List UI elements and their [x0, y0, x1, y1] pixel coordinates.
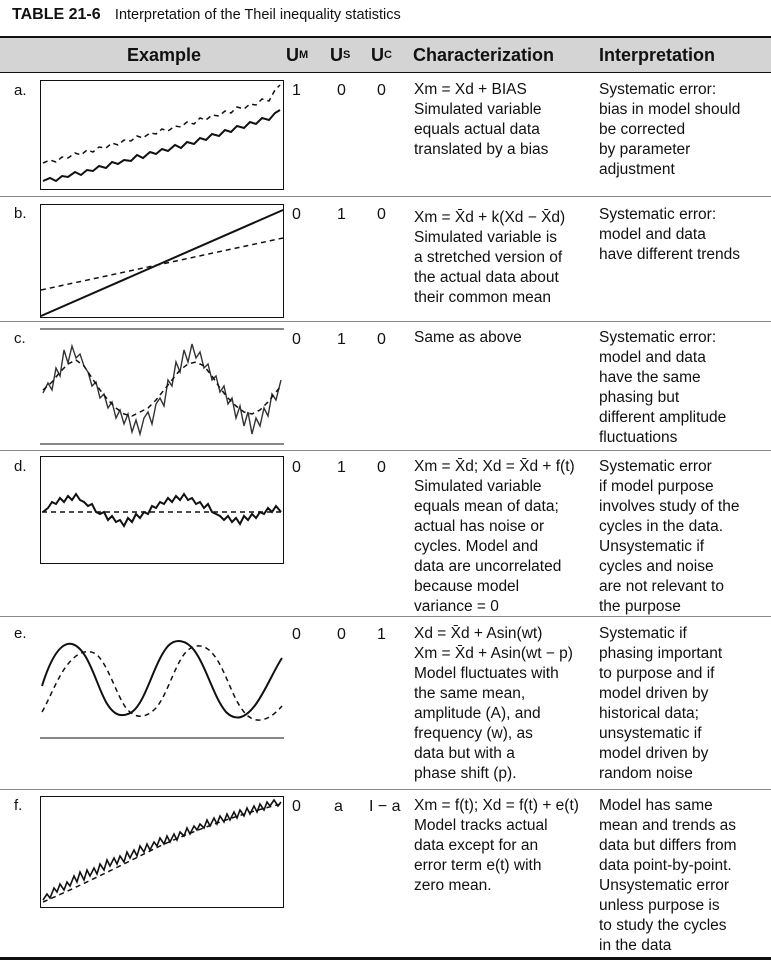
row-e-interpretation: Systematic if phasing important to purpose and if model driven by historical data; unsystematic if model driven by random noise	[599, 625, 723, 782]
row-f-us: a	[334, 798, 343, 815]
row-f-label: f.	[14, 797, 23, 814]
row-f-data-line	[43, 800, 281, 900]
row-b-uc: 0	[377, 206, 386, 223]
row-d-data-line	[43, 494, 281, 526]
row-b-plot	[40, 204, 284, 318]
row-f-characterization: Xm = f(t); Xd = f(t) + e(t) Model tracks actual data except for an error term e(t) with zero mean.	[414, 797, 579, 894]
row-c-separator	[0, 450, 771, 451]
row-c-us: 1	[337, 331, 346, 348]
row-b-um: 0	[292, 206, 301, 223]
row-d-uc: 0	[377, 459, 386, 476]
header-um: $U^M$	[286, 45, 309, 65]
header-characterization: Characterization	[413, 45, 555, 65]
row-c-characterization: Same as above	[414, 329, 522, 346]
table-caption	[12, 6, 401, 24]
row-d-label: d.	[14, 458, 27, 475]
table-title: Interpretation of the Theil inequality statistics	[114, 7, 401, 23]
row-c-uc: 0	[377, 331, 386, 348]
table-number: TABLE 21-6	[12, 6, 101, 23]
row-c-um: 0	[292, 331, 301, 348]
row-a-model-line	[43, 110, 280, 181]
bottom-rule	[0, 957, 771, 960]
row-c-model-line	[43, 344, 281, 434]
row-e-um: 0	[292, 626, 301, 643]
row-a-us: 0	[337, 82, 346, 99]
row-a-separator	[0, 196, 771, 197]
row-e-label: e.	[14, 625, 27, 642]
row-e-plot	[40, 624, 284, 740]
header-us: $U^S$	[330, 45, 351, 65]
row-d-separator	[0, 616, 771, 617]
row-f-interpretation: Model has same mean and trends as data but differs from data point-by-point. Unsystematic error unless purpose is to study the cycles in the data	[599, 797, 737, 954]
row-f-plot	[40, 796, 284, 908]
row-d-interpretation: Systematic error if model purpose involves study of the cycles in the data. Unsystematic if cycles and noise are not relevant to the purpose	[599, 458, 740, 615]
row-b-model-line	[41, 210, 283, 316]
row-a-data-line	[43, 85, 280, 163]
row-f-model-line	[43, 804, 281, 902]
row-a-interpretation: Systematic error: bias in model should be corrected by parameter adjustment	[599, 81, 741, 178]
row-b-interpretation: Systematic error: model and data have different trends	[599, 206, 741, 263]
row-e-data-line	[42, 641, 282, 717]
row-a-plot	[40, 80, 284, 190]
row-b-label: b.	[14, 205, 27, 222]
row-d-us: 1	[337, 459, 346, 476]
row-f-um: 0	[292, 798, 301, 815]
row-a-characterization: Xm = Xd + BIAS Simulated variable equals actual data translated by a bias	[414, 81, 549, 158]
header-example: Example	[127, 45, 202, 65]
header-rule	[0, 72, 771, 73]
header-interpretation: Interpretation	[599, 45, 716, 65]
row-c-data-line	[43, 360, 281, 416]
row-d-um: 0	[292, 459, 301, 476]
row-c-plot	[40, 328, 284, 446]
row-c-label: c.	[14, 330, 26, 347]
row-b-us: 1	[337, 206, 346, 223]
row-c-interpretation: Systematic error: model and data have the same phasing but different amplitude fluctuations	[599, 329, 727, 446]
row-e-characterization: Xd = X̄d + Asin(wt) Xm = X̄d + Asin(wt − p) Model fluctuates with the same mean, amplitude (A), and frequency (w), as data but with a phase shift (p).	[414, 625, 573, 782]
row-a-um: 1	[292, 82, 301, 99]
row-e-uc: 1	[377, 626, 386, 643]
row-b-separator	[0, 321, 771, 322]
row-f-uc: I − a	[369, 798, 401, 815]
header-uc: $U^C$	[371, 45, 392, 65]
row-d-plot	[40, 456, 284, 564]
row-d-characterization: Xm = X̄d; Xd = X̄d + f(t) Simulated variable equals mean of data; actual has noise or cycles. Model and data are uncorrelated because model variance = 0	[414, 458, 575, 615]
row-e-us: 0	[337, 626, 346, 643]
row-e-separator	[0, 789, 771, 790]
row-b-characterization: Xm = X̄d + k(Xd − X̄d) Simulated variable is a stretched version of the actual data about their common mean	[414, 209, 566, 306]
row-a-uc: 0	[377, 82, 386, 99]
row-a-label: a.	[14, 82, 27, 99]
